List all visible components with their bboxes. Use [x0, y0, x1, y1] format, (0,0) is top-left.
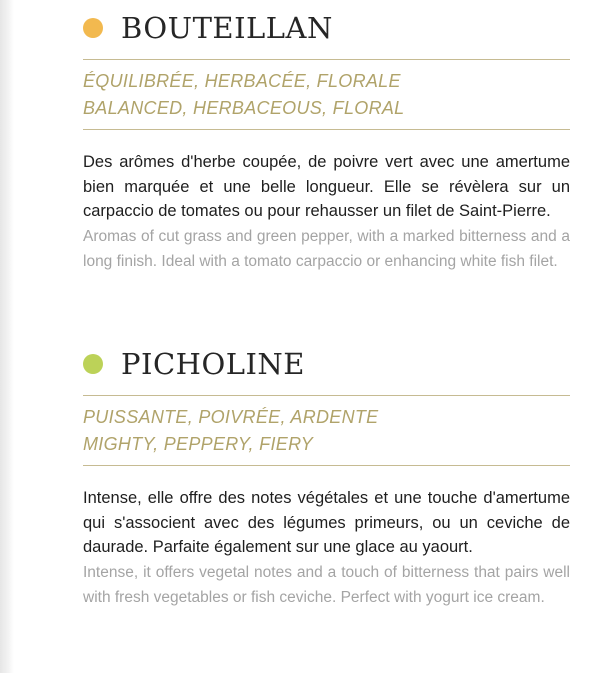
- tasting-notes-fr: ÉQUILIBRÉE, HERBACÉE, FLORALE: [83, 71, 401, 91]
- divider-bottom: [83, 129, 570, 130]
- divider-bottom: [83, 465, 570, 466]
- olive-section-bouteillan: [83, 5, 570, 275]
- section-title: BOUTEILLAN: [121, 11, 333, 45]
- tasting-notes-en: MIGHTY, PEPPERY, FIERY: [83, 434, 314, 454]
- color-dot-icon: [83, 354, 103, 374]
- description-french: Intense, elle offre des notes végétales et une touche d'amertume qui s'associent avec des légumes primeurs, ou un ceviche de daurade. Parfaite également sur une glace au yaourt.: [83, 489, 570, 556]
- section-heading: [83, 341, 570, 387]
- description-english: Aromas of cut grass and green pepper, with a marked bitterness and a long finish. Ideal with a tomato carpaccio or enhancing white fish filet.: [83, 227, 570, 270]
- section-title: PICHOLINE: [121, 347, 305, 381]
- section-heading: [83, 5, 570, 51]
- tasting-notes-fr: PUISSANTE, POIVRÉE, ARDENTE: [83, 407, 379, 427]
- tasting-notes: [83, 60, 570, 129]
- olive-section-picholine: [83, 341, 570, 611]
- tasting-notes-en: BALANCED, HERBACEOUS, FLORAL: [83, 98, 405, 118]
- color-dot-icon: [83, 18, 103, 38]
- tasting-notes: [83, 396, 570, 465]
- page-edge-shadow: [0, 0, 14, 673]
- description-english: Intense, it offers vegetal notes and a touch of bitterness that pairs well with fresh vegetables or fish ceviche. Perfect with yogurt ice cream.: [83, 563, 570, 606]
- description-french: Des arômes d'herbe coupée, de poivre vert avec une amertume bien marquée et une belle longueur. Elle se révèlera sur un carpaccio de tomates ou pour rehausser un filet de Saint-Pierre.: [83, 153, 570, 220]
